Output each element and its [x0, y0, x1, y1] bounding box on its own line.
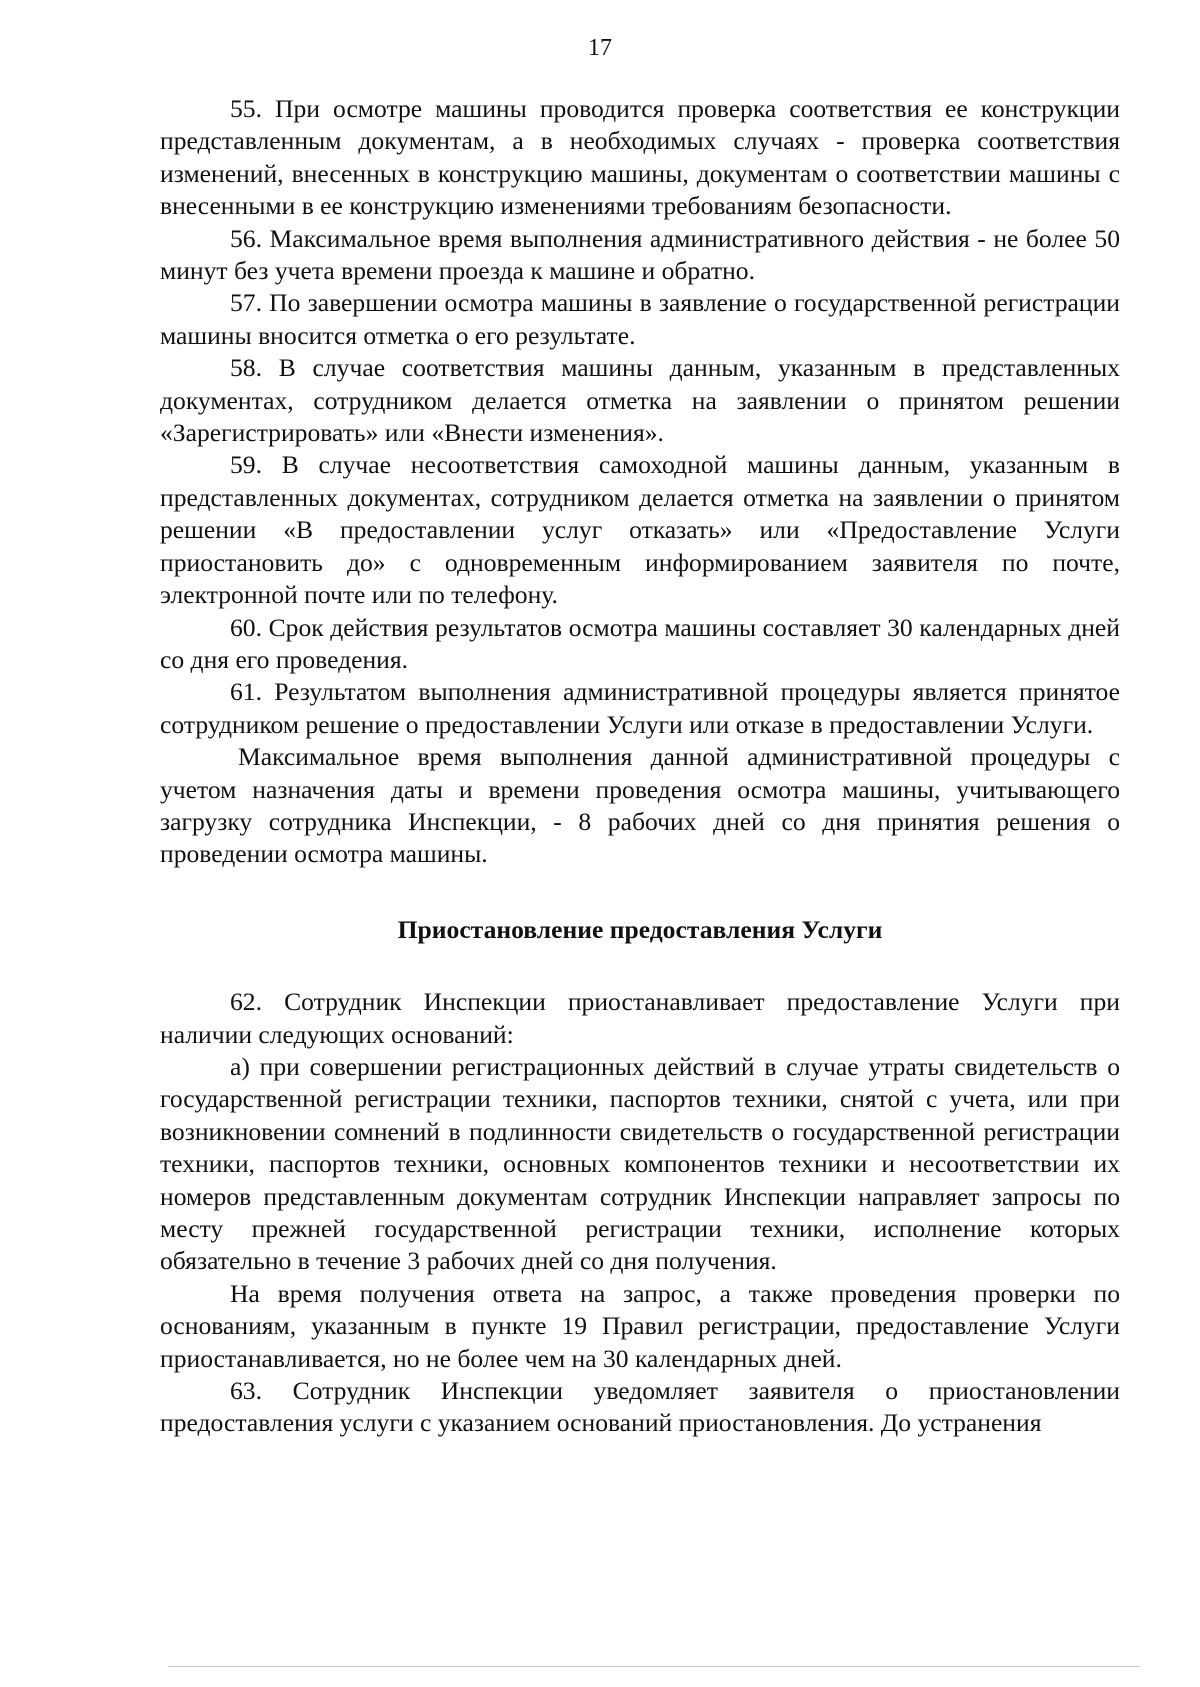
paragraph-59: 59. В случае несоответствия самоходной машины данным, указанным в представленных документах, сотрудником делается отметка на заявлении о принятом решении «В предоставлении услуг отказать» или «Предоставление Услуги приостановить до» с одновременным информированием заявителя по почте, электронной почте или по телефону. — [160, 450, 1120, 610]
paragraph-56: 56. Максимальное время выполнения административного действия - не более 50 минут без учета времени проезда к машине и обратно. — [160, 223, 1120, 286]
paragraph-61: 61. Результатом выполнения административной процедуры является принятое сотрудником решение о предоставлении Услуги или отказе в предоставлении Услуги. — [160, 677, 1120, 739]
section-heading: Приостановление предоставления Услуги — [397, 914, 883, 944]
paragraph-60: 60. Срок действия результатов осмотра машины составляет 30 календарных дней со дня его проведения. — [160, 612, 1120, 674]
paragraph-57: 57. По завершении осмотра машины в заявление о государственной регистрации машины вносится отметка о его результате. — [160, 288, 1120, 350]
paragraph-max-time: Максимальное время выполнения данной административной процедуры с учетом назначения даты и времени проведения осмотра машины, учитывающего загрузку сотрудника Инспекции, - 8 рабочих дней со дня принятия решения о проведении осмотра машины. — [160, 742, 1120, 869]
paragraph-63: 63. Сотрудник Инспекции уведомляет заявителя о приостановлении предоставления услуги с указанием оснований приостановления. До устранения — [160, 1376, 1120, 1438]
paragraph-55: 55. При осмотре машины проводится проверка соответствия ее конструкции представленным документам, а в необходимых случаях - проверка соответствия изменений, внесенных в конструкцию машины, документам о соответствии машины с внесенными в ее конструкцию изменениями требованиям безопасности. — [160, 94, 1120, 221]
paragraph-62-a: а) при совершении регистрационных действий в случае утраты свидетельств о государственной регистрации техники, паспортов техники, снятой с учета, или при возникновении сомнений в подлинности свидетельств о государственной регистрации техники, паспортов техники, основных компонентов техники и несоответствии их номеров представленным документам сотрудник Инспекции направляет запросы по месту прежней государственной регистрации техники, исполнение которых обязательно в течение 3 рабочих дней со дня получения. — [160, 1051, 1120, 1276]
paragraph-suspension-term: На время получения ответа на запрос, а также проведения проверки по основаниям, указанным в пункте 19 Правил регистрации, предоставление Услуги приостанавливается, но не более чем на 30 календарных дней. — [160, 1278, 1120, 1373]
document-body — [160, 93, 1120, 1440]
page-number: 17 — [588, 35, 612, 61]
paragraph-58: 58. В случае соответствия машины данным, указанным в представленных документах, сотрудником делается отметка на заявлении о принятом решении «Зарегистрировать» или «Внести изменения». — [160, 353, 1120, 448]
bottom-scan-line — [168, 1666, 1140, 1667]
paragraph-62: 62. Сотрудник Инспекции приостанавливает предоставление Услуги при наличии следующих оснований: — [160, 987, 1120, 1049]
